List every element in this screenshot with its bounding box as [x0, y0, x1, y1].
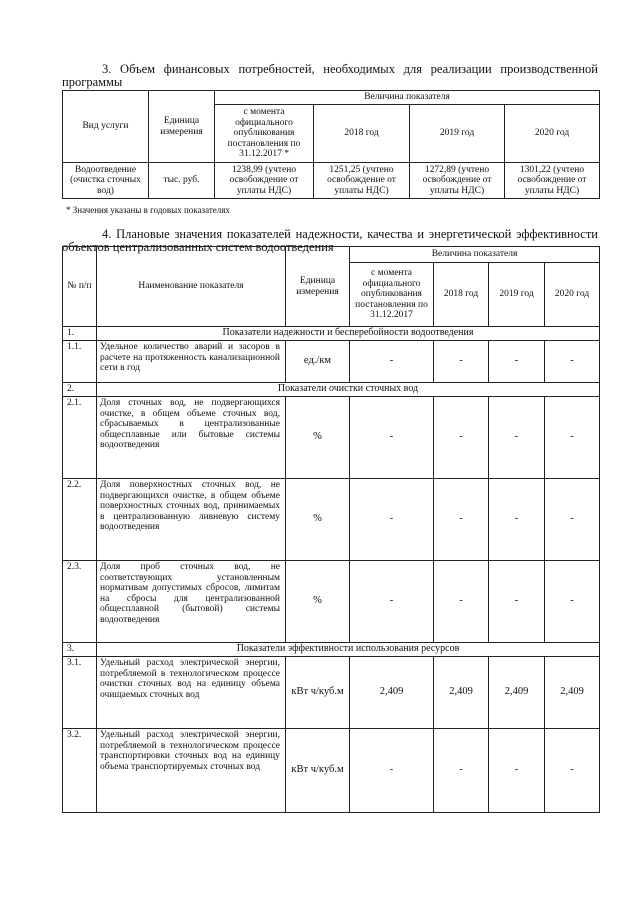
row-value-2018: - — [434, 397, 489, 479]
row-value-2019: - — [489, 561, 545, 643]
row-value-2020: - — [545, 397, 600, 479]
group-title: Показатели эффективности использования ресурсов — [97, 643, 600, 657]
row-name: Доля сточных вод, не подвергающихся очистке, в общем объеме сточных вод, сбрасываемых в централизованные общесплавные или бытовые системы водоотведения — [97, 397, 286, 479]
header-2019: 2019 год — [489, 263, 545, 327]
row-unit: ед./км — [286, 341, 350, 383]
row-service: Водоотведение (очистка сточных вод) — [63, 163, 149, 199]
row-num: 2.3. — [63, 561, 97, 643]
row-name: Доля поверхностных сточных вод, не подвергающихся очистке, в общем объеме поверхностных сточных вод, принимаемых в централизованную ливневую систему водоотведения — [97, 479, 286, 561]
row-name: Удельный расход электрической энергии, потребляемой в технологическом процессе очистки сточных вод на единицу объема очищаемых сточных вод — [97, 657, 286, 729]
row-unit: % — [286, 479, 350, 561]
row-value-2020: - — [545, 479, 600, 561]
header-2019: 2019 год — [410, 105, 505, 163]
row-value-2020: 1301,22 (учтено освобождение от уплаты НДС) — [505, 163, 600, 199]
row-value-2019: - — [489, 397, 545, 479]
indicators-table — [62, 246, 600, 813]
header-since-publication: с момента официального опубликования постановления по 31.12.2017 — [350, 263, 434, 327]
row-value-2018: - — [434, 341, 489, 383]
row-num: 2.2. — [63, 479, 97, 561]
header-name: Наименование показателя — [97, 247, 286, 327]
header-value-group: Величина показателя — [350, 247, 600, 263]
group-title: Показатели очистки сточных вод — [97, 383, 600, 397]
section3-heading — [62, 63, 598, 89]
row-name: Удельное количество аварий и засоров в расчете на протяженность канализационной сети в год — [97, 341, 286, 383]
row-value-since: - — [350, 479, 434, 561]
section3-heading-text: 3. Объем финансовых потребностей, необходимых для реализации производственной программы — [62, 62, 598, 89]
header-2020: 2020 год — [545, 263, 600, 327]
row-value-2020: 2,409 — [545, 657, 600, 729]
row-unit: тыс. руб. — [149, 163, 215, 199]
header-2018: 2018 год — [314, 105, 410, 163]
row-name: Удельный расход электрической энергии, потребляемой в технологическом процессе транспортировки сточных вод на единицу объема транспортируемых сточных вод — [97, 729, 286, 813]
row-value-since: - — [350, 561, 434, 643]
header-since-publication: с момента официального опубликования постановления по 31.12.2017 * — [215, 105, 314, 163]
group-title: Показатели надежности и бесперебойности водоотведения — [97, 327, 600, 341]
row-unit: кВт ч/куб.м — [286, 729, 350, 813]
row-unit: % — [286, 397, 350, 479]
row-num: 2.1. — [63, 397, 97, 479]
row-value-since: 1238,99 (учтено освобождение от уплаты НДС) — [215, 163, 314, 199]
row-value-since: 2,409 — [350, 657, 434, 729]
financial-needs-table — [62, 90, 600, 199]
header-num: № п/п — [63, 247, 97, 327]
row-value-2019: - — [489, 341, 545, 383]
row-value-2018: - — [434, 479, 489, 561]
row-name: Доля проб сточных вод, не соответствующих установленным нормативам допустимых сбросов, лимитам на сбросы для централизованной общесплавной (бытовой) системы водоотведения — [97, 561, 286, 643]
row-value-2018: - — [434, 561, 489, 643]
row-value-2018: 2,409 — [434, 657, 489, 729]
row-value-2020: - — [545, 729, 600, 813]
row-unit: кВт ч/куб.м — [286, 657, 350, 729]
row-value-2019: - — [489, 729, 545, 813]
header-value-group: Величина показателя — [215, 91, 600, 105]
row-unit: % — [286, 561, 350, 643]
group-num: 1. — [63, 327, 97, 341]
row-num: 3.1. — [63, 657, 97, 729]
header-unit: Единица измерения — [149, 91, 215, 163]
header-unit: Единица измерения — [286, 247, 350, 327]
row-value-since: - — [350, 397, 434, 479]
row-value-2018: 1251,25 (учтено освобождение от уплаты НДС) — [314, 163, 410, 199]
footnote: * Значения указаны в годовых показателях — [66, 205, 230, 215]
row-value-2018: - — [434, 729, 489, 813]
row-value-since: - — [350, 729, 434, 813]
row-value-since: - — [350, 341, 434, 383]
row-value-2019: - — [489, 479, 545, 561]
row-num: 3.2. — [63, 729, 97, 813]
row-value-2020: - — [545, 341, 600, 383]
row-value-2019: 1272,89 (учтено освобождение от уплаты НДС) — [410, 163, 505, 199]
header-service: Вид услуги — [63, 91, 149, 163]
group-num: 2. — [63, 383, 97, 397]
group-num: 3. — [63, 643, 97, 657]
header-2018: 2018 год — [434, 263, 489, 327]
header-2020: 2020 год — [505, 105, 600, 163]
section4-heading-text: 4. Плановые значения показателей надежности, качества и энергетической эффективности объектов централизованных систем водоотведения — [62, 227, 598, 254]
row-value-2020: - — [545, 561, 600, 643]
row-num: 1.1. — [63, 341, 97, 383]
row-value-2019: 2,409 — [489, 657, 545, 729]
